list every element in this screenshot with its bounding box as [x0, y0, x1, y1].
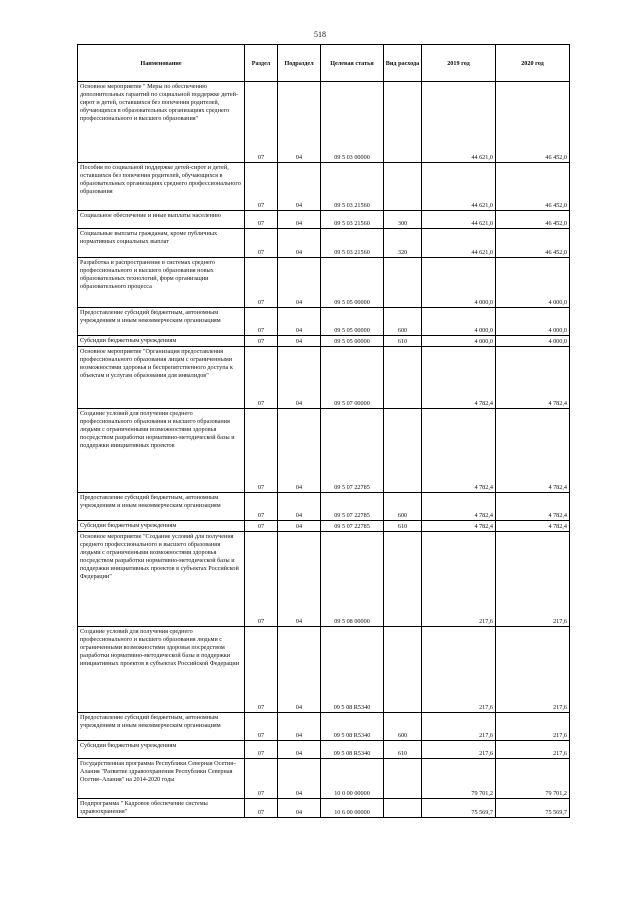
page-number: 518 — [314, 30, 326, 39]
row-name: Социальные выплаты гражданам, кроме публичных нормативных социальных выплат — [78, 229, 245, 258]
row-target-article: 10 0 00 00000 — [321, 759, 384, 799]
row-value-2020: 46 452,0 — [496, 82, 570, 163]
row-expense-type: 610 — [384, 336, 422, 347]
row-section: 07 — [245, 258, 278, 308]
row-target-article: 09 5 08 R5340 — [321, 627, 384, 713]
row-section: 07 — [245, 347, 278, 409]
row-target-article: 09 5 07 22785 — [321, 493, 384, 521]
row-section: 07 — [245, 521, 278, 532]
row-subsection: 04 — [278, 211, 321, 229]
row-target-article: 09 5 08 R5340 — [321, 713, 384, 741]
header-year-2020: 2020 год — [496, 45, 570, 82]
row-target-article: 09 5 05 00000 — [321, 258, 384, 308]
table-row — [78, 521, 570, 532]
row-name: Предоставление субсидий бюджетным, автономным учреждениям и иным некоммерческим организациям — [78, 713, 245, 741]
row-section: 07 — [245, 627, 278, 713]
row-target-article: 10 6 00 00000 — [321, 799, 384, 818]
table-row — [78, 627, 570, 713]
table-row — [78, 258, 570, 308]
row-value-2019: 4 000,0 — [422, 336, 496, 347]
header-year-2019: 2019 год — [422, 45, 496, 82]
row-value-2019: 44 621,0 — [422, 82, 496, 163]
row-subsection: 04 — [278, 258, 321, 308]
row-expense-type — [384, 532, 422, 627]
row-expense-type: 600 — [384, 493, 422, 521]
table-row — [78, 336, 570, 347]
row-name: Субсидии бюджетным учреждениям — [78, 741, 245, 759]
table-row — [78, 409, 570, 493]
row-target-article: 09 5 08 00000 — [321, 532, 384, 627]
row-subsection: 04 — [278, 521, 321, 532]
row-name: Разработка и распространение в системах среднего профессионального и высшего образования новых образовательных технологий, форм организации образовательного процесса — [78, 258, 245, 308]
row-section: 07 — [245, 163, 278, 211]
table-header-row — [78, 45, 570, 82]
row-value-2019: 4 782,4 — [422, 493, 496, 521]
table-row — [78, 163, 570, 211]
row-value-2020: 4 000,0 — [496, 258, 570, 308]
row-target-article: 09 5 07 00000 — [321, 347, 384, 409]
row-subsection: 04 — [278, 82, 321, 163]
row-name: Предоставление субсидий бюджетным, автономным учреждениям и иным некоммерческим организациям — [78, 308, 245, 336]
row-value-2020: 75 569,7 — [496, 799, 570, 818]
row-target-article: 09 5 07 22785 — [321, 409, 384, 493]
row-name: Основное мероприятие " Меры по обеспечению дополнительных гарантий по социальной поддержке детей-сирот и детей, оставшихся без попечения родителей, обучающихся в образовательных организациях среднего профессионального и высшего образования" — [78, 82, 245, 163]
row-name: Социальное обеспечение и иные выплаты населению — [78, 211, 245, 229]
row-expense-type — [384, 759, 422, 799]
row-expense-type — [384, 627, 422, 713]
row-target-article: 09 5 05 00000 — [321, 336, 384, 347]
row-value-2019: 217,6 — [422, 627, 496, 713]
row-subsection: 04 — [278, 627, 321, 713]
row-section: 07 — [245, 759, 278, 799]
row-section: 07 — [245, 493, 278, 521]
row-name: Подпрограмма " Кадровое обеспечение системы здравоохранения" — [78, 799, 245, 818]
row-target-article: 09 5 03 21560 — [321, 211, 384, 229]
row-value-2019: 75 569,7 — [422, 799, 496, 818]
row-name: Субсидии бюджетным учреждениям — [78, 521, 245, 532]
row-section: 07 — [245, 308, 278, 336]
row-value-2020: 4 000,0 — [496, 336, 570, 347]
table-row — [78, 493, 570, 521]
row-subsection: 04 — [278, 347, 321, 409]
row-name: Основное мероприятие "Организация предоставления профессионального образования лицам с ограниченными возможностями здоровья и беспрепятственного доступа к объектам и услугам образования для инвалидов" — [78, 347, 245, 409]
table-row — [78, 713, 570, 741]
header-target-article: Целевая статья — [321, 45, 384, 82]
row-section: 07 — [245, 532, 278, 627]
row-expense-type — [384, 258, 422, 308]
row-value-2020: 4 782,4 — [496, 521, 570, 532]
row-target-article: 09 5 03 21560 — [321, 229, 384, 258]
row-value-2020: 46 452,0 — [496, 229, 570, 258]
row-section: 07 — [245, 409, 278, 493]
row-target-article: 09 5 03 21560 — [321, 163, 384, 211]
row-subsection: 04 — [278, 741, 321, 759]
row-section: 07 — [245, 211, 278, 229]
row-expense-type — [384, 347, 422, 409]
row-expense-type: 600 — [384, 308, 422, 336]
row-name: Создание условий для получения среднего профессионального образования и высшего образования людьми с ограниченными возможностями здоровья посредством разработки нормативно-методической базы и поддержки инициативных проектов — [78, 409, 245, 493]
table-row — [78, 308, 570, 336]
row-value-2019: 4 782,4 — [422, 521, 496, 532]
row-expense-type — [384, 163, 422, 211]
row-value-2019: 44 621,0 — [422, 229, 496, 258]
row-section: 07 — [245, 229, 278, 258]
header-subsection: Подраздел — [278, 45, 321, 82]
table-row — [78, 347, 570, 409]
row-subsection: 04 — [278, 493, 321, 521]
row-expense-type — [384, 409, 422, 493]
header-section: Раздел — [245, 45, 278, 82]
row-name: Основное мероприятие "Создание условий для получения среднего профессионального и высшего образования людьми с ограниченными возможностями здоровья посредством разработки нормативно-методической базы и поддержки инициативных проектов в субъектах Российской Федерации" — [78, 532, 245, 627]
row-value-2020: 46 452,0 — [496, 163, 570, 211]
row-value-2020: 46 452,0 — [496, 211, 570, 229]
row-section: 07 — [245, 82, 278, 163]
row-section: 07 — [245, 799, 278, 818]
row-subsection: 04 — [278, 229, 321, 258]
row-value-2019: 217,6 — [422, 532, 496, 627]
row-target-article: 09 5 03 00000 — [321, 82, 384, 163]
row-expense-type: 600 — [384, 713, 422, 741]
row-value-2020: 217,6 — [496, 627, 570, 713]
row-name: Создание условий для получения среднего профессионального и высшего образования людьми с ограниченными возможностями здоровья посредством разработки нормативно-методической базы и поддержки инициативных проектов в субъектах Российской Федерации — [78, 627, 245, 713]
row-value-2019: 4 782,4 — [422, 347, 496, 409]
row-subsection: 04 — [278, 163, 321, 211]
table-row — [78, 211, 570, 229]
row-subsection: 04 — [278, 532, 321, 627]
row-value-2019: 217,6 — [422, 713, 496, 741]
row-value-2019: 79 701,2 — [422, 759, 496, 799]
row-name: Пособия по социальной поддержке детей-сирот и детей, оставшихся без попечения родителей, обучающихся в образовательных организациях среднего профессионального образования — [78, 163, 245, 211]
row-value-2020: 4 000,0 — [496, 308, 570, 336]
row-expense-type: 610 — [384, 741, 422, 759]
table-row — [78, 759, 570, 799]
row-expense-type: 300 — [384, 211, 422, 229]
row-value-2020: 4 782,4 — [496, 347, 570, 409]
table-row — [78, 532, 570, 627]
row-expense-type — [384, 82, 422, 163]
row-section: 07 — [245, 336, 278, 347]
row-value-2020: 79 701,2 — [496, 759, 570, 799]
row-name: Государственная программа Республики Северная Осетия–Алания "Развитие здравоохранения Республики Северная Осетия–Алания" на 2014-2020 годы — [78, 759, 245, 799]
row-value-2019: 4 000,0 — [422, 308, 496, 336]
row-subsection: 04 — [278, 336, 321, 347]
row-value-2019: 44 621,0 — [422, 163, 496, 211]
row-expense-type — [384, 799, 422, 818]
row-value-2019: 217,6 — [422, 741, 496, 759]
row-name: Предоставление субсидий бюджетным, автономным учреждениям и иным некоммерческим организациям — [78, 493, 245, 521]
table-row — [78, 741, 570, 759]
row-target-article: 09 5 08 R5340 — [321, 741, 384, 759]
header-expense-type: Вид расхода — [384, 45, 422, 82]
row-subsection: 04 — [278, 409, 321, 493]
row-value-2019: 44 621,0 — [422, 211, 496, 229]
row-subsection: 04 — [278, 759, 321, 799]
row-subsection: 04 — [278, 713, 321, 741]
table-row — [78, 229, 570, 258]
row-name: Субсидии бюджетным учреждениям — [78, 336, 245, 347]
row-expense-type: 320 — [384, 229, 422, 258]
row-section: 07 — [245, 713, 278, 741]
row-value-2019: 4 782,4 — [422, 409, 496, 493]
row-expense-type: 610 — [384, 521, 422, 532]
row-value-2020: 4 782,4 — [496, 409, 570, 493]
row-value-2020: 217,6 — [496, 741, 570, 759]
row-target-article: 09 5 07 22785 — [321, 521, 384, 532]
row-section: 07 — [245, 741, 278, 759]
row-value-2020: 217,6 — [496, 532, 570, 627]
row-value-2020: 217,6 — [496, 713, 570, 741]
table-row — [78, 82, 570, 163]
row-value-2020: 4 782,4 — [496, 493, 570, 521]
row-target-article: 09 5 05 00000 — [321, 308, 384, 336]
budget-table — [77, 44, 570, 818]
row-subsection: 04 — [278, 799, 321, 818]
header-name: Наименование — [78, 45, 245, 82]
row-value-2019: 4 000,0 — [422, 258, 496, 308]
row-subsection: 04 — [278, 308, 321, 336]
table-row — [78, 799, 570, 818]
